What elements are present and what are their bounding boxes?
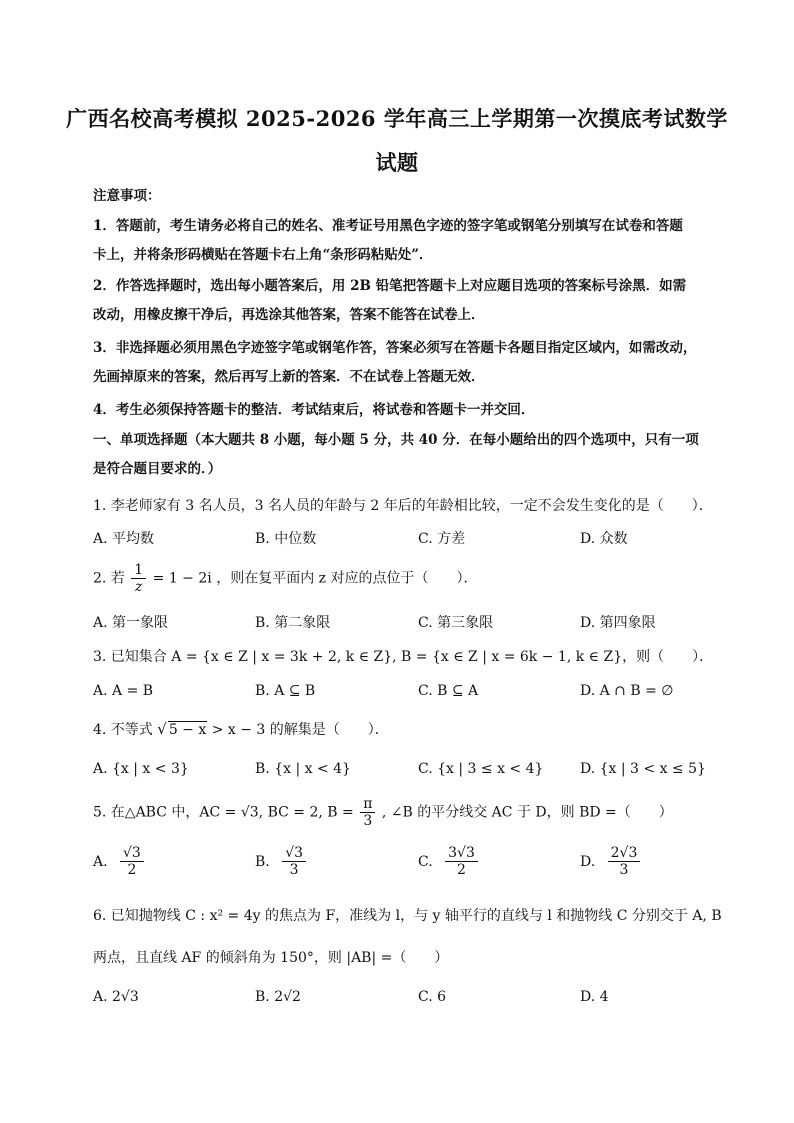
question-4-options [93, 761, 713, 789]
question-3-options [93, 683, 713, 711]
option-b: B. {x | x < 4} [255, 761, 351, 777]
fraction-denominator: 3 [363, 813, 373, 829]
question-2-options [93, 612, 713, 640]
exam-title-line1: 广西名校高考模拟 2025-2026 学年高三上学期第一次摸底考试数学 [66, 106, 728, 131]
question-6-stem-line2: 两点，且直线 AF 的倾斜角为 150°，则 |AB| =（ ） [93, 950, 449, 966]
instruction-1 [93, 212, 703, 270]
option-d: D. 4 [580, 989, 609, 1005]
option-fraction [120, 845, 144, 878]
option-d: D. A ∩ B = ∅ [580, 683, 674, 699]
option-c: C. {x | 3 ≤ x < 4} [418, 761, 544, 777]
option-d: D. 第四象限 [580, 615, 656, 631]
option-c: C. 6 [418, 989, 447, 1005]
option-b: B. 第二象限 [255, 615, 331, 631]
option-d: D. 众数 [580, 531, 628, 547]
option-a: A. 2√3 [93, 989, 139, 1005]
question-1-options [93, 528, 713, 556]
instruction-3 [93, 334, 703, 392]
option-c: C. B ⊆ A [418, 683, 479, 699]
fraction-denominator: 2 [127, 862, 137, 878]
q4-prefix: 4. 不等式 [93, 722, 153, 738]
instruction-line: 3．非选择题必须用黑色字迹签字笔或钢笔作答，答案必须写在答题卡各题目指定区域内，如需改动， [93, 340, 697, 356]
option-c [418, 845, 480, 878]
instruction-line: 改动，用橡皮擦干净后，再选涂其他答案，答案不能答在试卷上． [93, 307, 485, 323]
fraction-numerator: √3 [282, 845, 306, 862]
option-c: C. 第三象限 [418, 615, 494, 631]
q5-suffix: , ∠B 的平分线交 AC 于 D，则 BD =（ ） [381, 804, 673, 821]
section-heading [93, 426, 703, 484]
instruction-4 [93, 396, 703, 425]
instruction-line: 卡上，并将条形码横贴在答题卡右上角“条形码粘贴处”． [93, 247, 433, 263]
notice-label: 注意事项： [93, 188, 161, 204]
option-label: C. [418, 853, 433, 870]
option-a: A. 第一象限 [93, 615, 169, 631]
option-a: A. 平均数 [93, 531, 155, 547]
instruction-line: 2．作答选择题时，选出每小题答案后，用 2B 铅笔把答题卡上对应题目选项的答案标号涂黑．如需 [93, 278, 687, 294]
option-label: A. [93, 853, 108, 870]
option-a: A. A = B [93, 683, 154, 699]
fraction-denominator: 3 [619, 862, 629, 878]
question-6-options [93, 989, 713, 1017]
fraction-numerator: π [360, 796, 375, 813]
q2-suffix: = 1 − 2i ，则在复平面内 z 对应的点位于（ ）． [152, 570, 478, 587]
option-fraction [608, 845, 641, 878]
option-b: B. 中位数 [255, 531, 317, 547]
q4-radicand: 5 − x [168, 722, 207, 738]
section-line: 一、单项选择题（本大题共 8 小题，每小题 5 分，共 40 分．在每小题给出的四个选项中，只有一项 [93, 432, 699, 448]
exam-title-line2: 试题 [375, 150, 419, 175]
q2-fraction [131, 562, 146, 595]
option-fraction [282, 845, 306, 878]
option-a [93, 845, 146, 878]
option-b: B. A ⊆ B [255, 683, 316, 699]
instruction-line: 先画掉原来的答案，然后再写上新的答案．不在试卷上答题无效． [93, 369, 485, 385]
fraction-denominator: 3 [289, 862, 299, 878]
fraction-denominator: 2 [457, 862, 466, 878]
question-3-stem: 3. 已知集合 A = {x ∈ Z | x = 3k + 2, k ∈ Z}, B = {x ∈ Z | x = 6k − 1, k ∈ Z}，则（ ）． [93, 649, 714, 665]
fraction-numerator: 3√3 [445, 845, 478, 862]
instruction-line: 4．考生必须保持答题卡的整洁．考试结束后，将试卷和答题卡一并交回． [93, 402, 535, 418]
q2-prefix: 2. 若 [93, 570, 125, 587]
section-line: 是符合题目要求的．） [93, 461, 222, 477]
option-b: B. 2√2 [255, 989, 301, 1005]
fraction-numerator: 2√3 [608, 845, 641, 862]
q4-suffix: > x − 3 的解集是（ ）． [211, 722, 389, 738]
question-1-stem: 1. 李老师家有 3 名人员，3 名人员的年龄与 2 年后的年龄相比较，一定不会发生变化的是（ ）． [93, 498, 713, 514]
option-d [580, 845, 642, 878]
q5-prefix: 5. 在△ABC 中，AC = √3, BC = 2, B = [93, 804, 354, 821]
instruction-2 [93, 272, 703, 330]
option-label: D. [580, 853, 596, 870]
fraction-numerator: √3 [120, 845, 144, 862]
question-5-options [93, 845, 713, 887]
question-4-stem [93, 719, 713, 739]
option-b [255, 845, 308, 878]
option-label: B. [255, 853, 270, 870]
radical-sign: √ [157, 720, 167, 738]
option-c: C. 方差 [418, 531, 466, 547]
option-a: A. {x | x < 3} [93, 761, 189, 777]
question-2-stem [93, 562, 713, 595]
question-6-stem-line1: 6. 已知抛物线 C : x² = 4y 的焦点为 F，准线为 l，与 y 轴平行的直线与 l 和抛物线 C 分别交于 A, B [93, 908, 722, 924]
option-fraction [445, 845, 478, 878]
fraction-numerator: 1 [131, 562, 146, 579]
q5-fraction [360, 796, 375, 829]
fraction-denominator: z [135, 579, 143, 595]
option-d: D. {x | 3 < x ≤ 5} [580, 761, 706, 777]
question-5-stem [93, 796, 713, 829]
instruction-line: 1．答题前，考生请务必将自己的姓名、准考证号用黑色字迹的签字笔或钢笔分别填写在试卷和答题 [93, 218, 683, 234]
